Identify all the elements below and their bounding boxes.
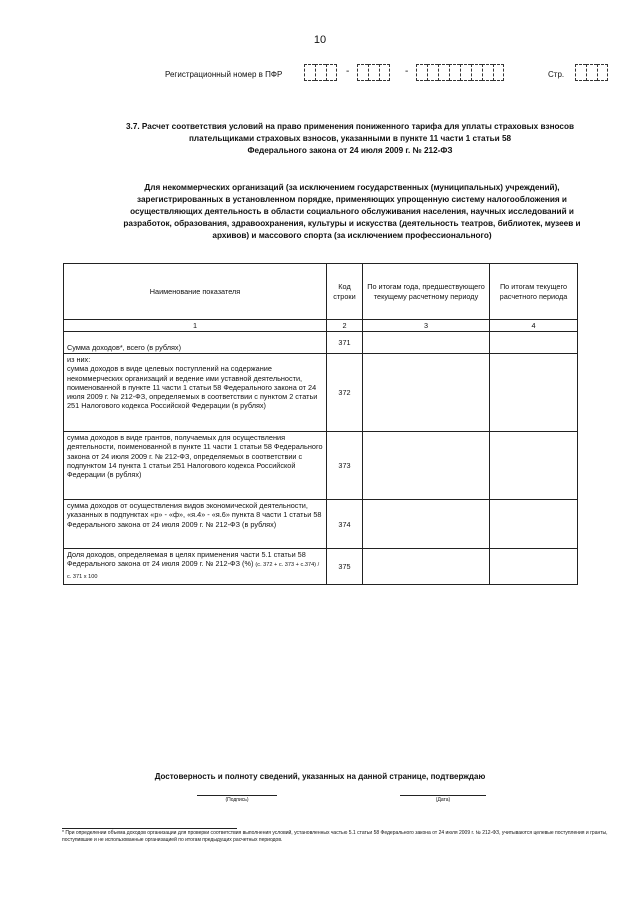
indicator-formula: (с. 372 + с. 373 + с.374) / с. 371 x 100: [67, 562, 320, 580]
registration-number-label: Регистрационный номер в ПФР: [165, 70, 283, 79]
intro-line: Для некоммерческих организаций (за исключением государственных (муниципальных) учреждений),: [144, 183, 560, 192]
table-row: [64, 432, 578, 500]
page-digit-cell[interactable]: [586, 64, 597, 81]
value-cell-prev[interactable]: [363, 332, 490, 354]
column-numbers-row: [64, 320, 578, 332]
reg-number-part1[interactable]: [304, 64, 337, 81]
confirmation-text: Достоверность и полноту сведений, указанных на данной странице, подтверждаю: [154, 772, 486, 781]
indicator-name: сумма доходов в виде грантов, получаемых для осуществления деятельности, поименованной в пункте 11 части 1 статьи 58 Федерального закона от 24 июля 2009 г. № 212-ФЗ, определяемых в соответствии с подпунктом 14 пункта 1 статьи 251 Налогового кодекса Российской Федерации (в рублях): [64, 432, 327, 500]
table-row: [64, 354, 578, 432]
reg-digit-cell[interactable]: [379, 64, 390, 81]
table-row: [64, 549, 578, 585]
section-title-line: плательщиками страховых взносов, указанными в пункте 11 части 1 статьи 58: [188, 134, 512, 143]
indicator-name-main: Доля доходов, определяемая в целях применения части 5.1 статьи 58 Федерального закона от 24 июля 2009 г. № 212-ФЗ (%): [67, 550, 306, 569]
reg-digit-cell[interactable]: [438, 64, 449, 81]
value-cell-current[interactable]: [490, 354, 578, 432]
reg-digit-cell[interactable]: [427, 64, 438, 81]
reg-separator: -: [346, 66, 350, 77]
table-row: [64, 500, 578, 549]
reg-digit-cell[interactable]: [416, 64, 427, 81]
page-number: 10: [313, 34, 327, 46]
intro-line: зарегистрированных в установленном порядке, применяющих упрощенную систему налогообложения и: [137, 195, 567, 204]
value-cell-current[interactable]: [490, 549, 578, 585]
reg-number-part2[interactable]: [357, 64, 390, 81]
header-prev-period: По итогам года, предшествующего текущему расчетному периоду: [363, 264, 490, 320]
value-cell-prev[interactable]: [363, 354, 490, 432]
reg-digit-cell[interactable]: [357, 64, 368, 81]
intro-line: архивов) и массового спорта (за исключением профессионального): [212, 231, 492, 240]
reg-digit-cell[interactable]: [482, 64, 493, 81]
reg-digit-cell[interactable]: [315, 64, 326, 81]
col-number: 3: [363, 320, 490, 332]
value-cell-current[interactable]: [490, 332, 578, 354]
footnote-divider: [62, 828, 237, 829]
indicator-name: из них: сумма доходов в виде целевых поступлений на содержание некоммерческих организаций и ведение ими уставной деятельности, поименованной в пункте 11 части 1 статьи 58 Федерального закона от 24 июля 2009 г. № 212-ФЗ, определяемых в соответствии с пунктом 2 статьи 251 Налогового кодекса Российской Федерации (в рублях): [64, 354, 327, 432]
row-code: 372: [327, 354, 363, 432]
date-label: (Дата): [435, 797, 451, 803]
reg-digit-cell[interactable]: [460, 64, 471, 81]
reg-digit-cell[interactable]: [471, 64, 482, 81]
row-code: 374: [327, 500, 363, 549]
reg-digit-cell[interactable]: [326, 64, 337, 81]
row-code: 373: [327, 432, 363, 500]
value-cell-prev[interactable]: [363, 549, 490, 585]
indicator-name: [64, 549, 327, 585]
value-cell-current[interactable]: [490, 500, 578, 549]
value-cell-prev[interactable]: [363, 500, 490, 549]
section-title: [60, 121, 640, 157]
reg-digit-cell[interactable]: [493, 64, 504, 81]
header-indicator-name: Наименование показателя: [64, 264, 327, 320]
header-current-period: По итогам текущего расчетного периода: [490, 264, 578, 320]
row-code: 371: [327, 332, 363, 354]
intro-line: осуществляющих деятельность в области социального обслуживания населения, научных исследований и: [130, 207, 574, 216]
page-digit-cell[interactable]: [575, 64, 586, 81]
indicators-table: [63, 263, 578, 585]
col-number: 4: [490, 320, 578, 332]
indicator-name: Сумма доходов*, всего (в рублях): [64, 332, 327, 354]
value-cell-prev[interactable]: [363, 432, 490, 500]
page-digit-cell[interactable]: [597, 64, 608, 81]
section-title-line: Федерального закона от 24 июля 2009 г. № 212-ФЗ: [247, 146, 453, 155]
value-cell-current[interactable]: [490, 432, 578, 500]
reg-digit-cell[interactable]: [304, 64, 315, 81]
reg-separator: -: [405, 66, 409, 77]
page-number-cells[interactable]: [575, 64, 608, 81]
reg-digit-cell[interactable]: [368, 64, 379, 81]
section-intro: [62, 182, 640, 242]
section-title-line: 3.7. Расчет соответствия условий на право применения пониженного тарифа для уплаты страховых взносов: [125, 122, 574, 131]
col-number: 2: [327, 320, 363, 332]
row-code: 375: [327, 549, 363, 585]
table-header-row: [64, 264, 578, 320]
table-row: [64, 332, 578, 354]
date-line[interactable]: [400, 795, 486, 803]
indicator-name: сумма доходов от осуществления видов экономической деятельности, указанных в подпунктах «р» - «ф», «я.4» - «я.6» пункта 8 части 1 статьи 58 Федерального закона от 24 июля 2009 г. № 212-ФЗ (в рублях): [64, 500, 327, 549]
reg-digit-cell[interactable]: [449, 64, 460, 81]
reg-number-part3[interactable]: [416, 64, 504, 81]
col-number: 1: [64, 320, 327, 332]
signature-label: (Подпись): [225, 797, 249, 803]
intro-line: разработок, образования, здравоохранения, культуры и искусства (деятельность театров, библиотек, музеев и: [123, 219, 581, 228]
footnote: * При определении объема доходов организации для проверки соответствия выполнения условий, установленных частью 5.1 статьи 58 Федерального закона от 24 июля 2009 г. № 212-ФЗ, учитываются целевые поступления и гранты, поступившие и не использованные организацией по итогам предыдущих расчетных периодов.: [62, 830, 608, 843]
page-label: Стр.: [548, 70, 565, 79]
signature-line[interactable]: [197, 795, 277, 803]
header-code: Код строки: [327, 264, 363, 320]
